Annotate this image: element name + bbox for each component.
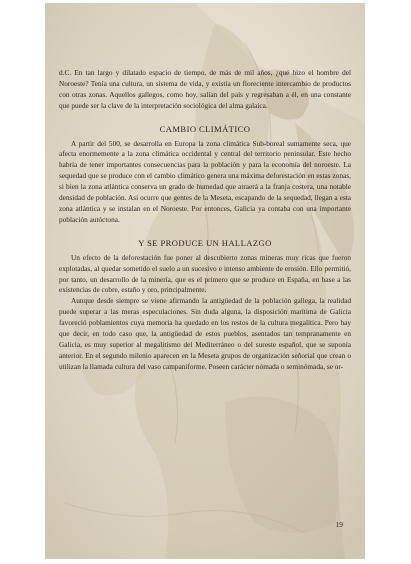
section-heading: CAMBIO CLIMÁTICO [159,123,251,134]
paragraph: d.C. En tan largo y dilatado espacio de tiempo, de más de mil años, ¿qué hizo el hombre del Noroeste? Tenía una cultura, un sistema de vida, y existía un floreciente intercambio de productos con otras zonas. Aquellos gallegos, como hoy, salían del país y regresaban a él, en una constante que puede ser la clave de la interpretación sociológica del alma galaica. [59,68,351,110]
paragraph: A partir del 500, se desarrolla en Europa la zona climática Sub-boreal sumamente seca, que afecta enormemente a la zona climática occidental y central del territorio peninsular. Este hecho habría de tener importantes consecuencias para la población y para la economía del noroeste. La sequedad que se produce con el cambio climático genera una máxima deforestación en estas zonas, si bien la zona atlántica conserva un grado de humedad que atraerá a la franja costera, una notable densidad de población. Así ocurre que gentes de la Meseta, escapando de la sequedad, llegan a esta zona atlántica y se instalan en el Noroeste. Por entonces, Galicia ya contaba con una importante población autóctona. [59,138,351,224]
book-page [45,3,365,559]
section-heading: Y SE PRODUCE UN HALLAZGO [138,237,272,248]
body-text [59,68,351,373]
page-number: 19 [335,520,343,529]
paragraph: Aunque desde siempre se viene afirmando la antigüedad de la población gallega, la realidad puede superar a las meras especulaciones. Sin duda alguna, la disposición marítima de Galicia favoreció poblamientos cuya memoria ha quedado en los restos de la cultura megalítica. Pero hay que decir, en todo caso que, la antigüedad de estos pueblos, asentados tan tempranamente en Galicia, es muy superior al megalitismo del Mediterráneo o del sureste español, que se suponía anterior. En el segundo milenio aparecen en la Meseta grupos de organización señorial que crean o utilizan la llamada cultura del vaso campaniforme. Poseen carácter nómada o seminómada, se or- [59,296,351,371]
paragraph: Un efecto de la deforestación fue poner al descubierto zonas mineras muy ricas que fueron explotadas, al quedar sometido el suelo a un sucesivo e intenso ambiente de erosión. Ello permitió, por tanto, un desarrollo de la minería, que es el primero que se produce en España, en base a las existencias de cobre, estaño y oro, principalmente. [59,252,351,295]
